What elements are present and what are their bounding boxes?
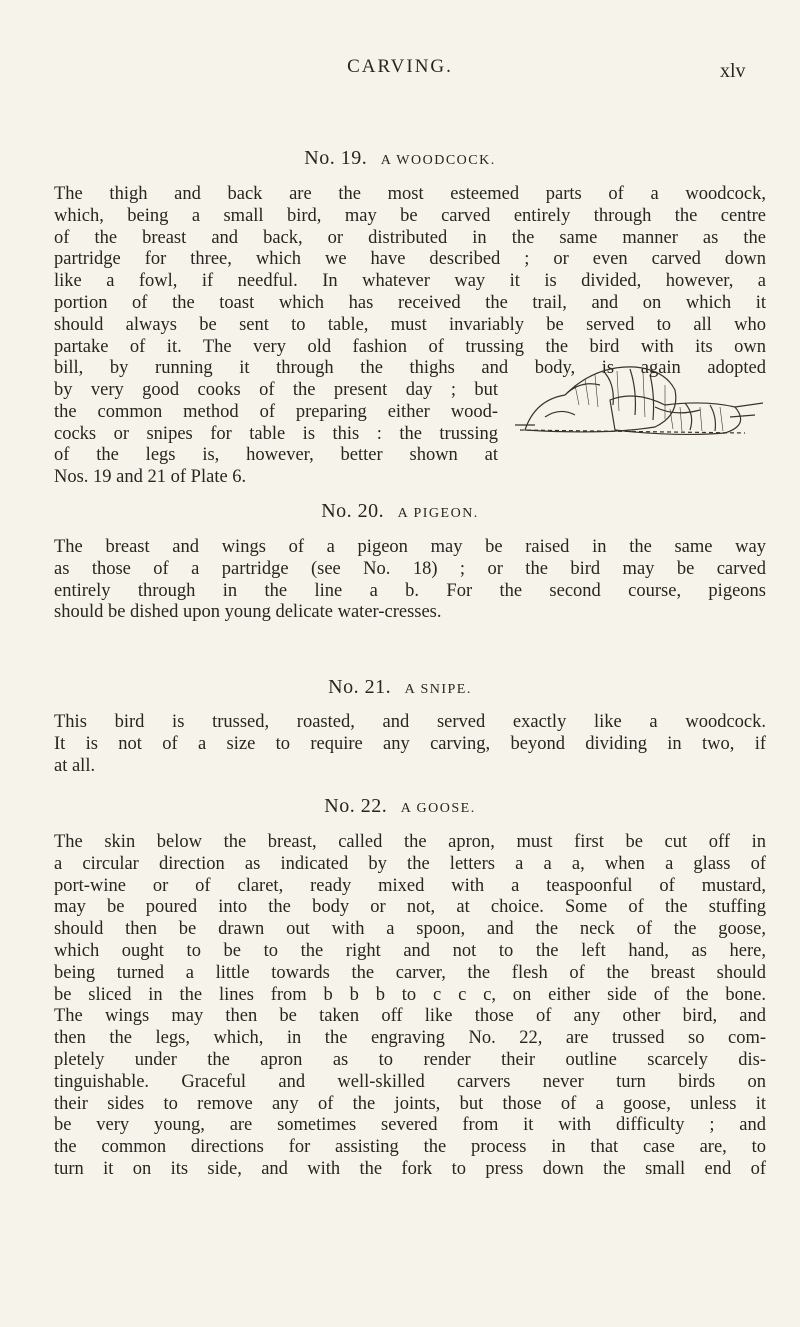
text-line: the common directions for assisting the process in that case are, to	[54, 1137, 766, 1158]
text-line: then the legs, which, in the engraving No. 22, are trussed so com-	[54, 1028, 766, 1049]
text-line: should always be sent to table, must invariably be served to all who	[54, 314, 766, 335]
text-line: be very young, are sometimes severed from it with difficulty ; and	[54, 1115, 766, 1136]
section-heading-snipe	[0, 676, 800, 699]
text-line: their sides to remove any of the joints, but those of a goose, unless it	[54, 1093, 766, 1114]
text-line: partake of it. The very old fashion of trussing the bird with its own	[54, 336, 766, 357]
text-line: It is not of a size to require any carving, beyond dividing in two, if	[54, 733, 766, 754]
section-title: A PIGEON.	[397, 506, 479, 521]
text-line: which, being a small bird, may be carved entirely through the centre	[54, 205, 766, 226]
text-line: The wings may then be taken off like those of any other bird, and	[54, 1006, 766, 1027]
text-line: the common method of preparing either wood-	[54, 401, 498, 422]
text-line: a circular direction as indicated by the letters a a a, when a glass of	[54, 853, 766, 874]
paragraph-pigeon	[54, 537, 766, 624]
text-line: entirely through in the line a b. For the second course, pigeons	[54, 580, 766, 601]
page-number: xlv	[720, 60, 746, 82]
text-line: at all.	[54, 755, 96, 776]
text-line: should then be drawn out with a spoon, and the neck of the goose,	[54, 919, 766, 940]
running-title: CARVING.	[347, 56, 453, 77]
text-line: partridge for three, which we have described ; or even carved down	[54, 249, 766, 270]
text-line: bill, by running it through the thighs and body, is again adopted	[54, 358, 766, 379]
text-line: port-wine or of claret, ready mixed with a teaspoonful of mustard,	[54, 875, 766, 896]
text-line: of the legs is, however, better shown at	[54, 445, 498, 466]
text-line: by very good cooks of the present day ; but	[54, 380, 498, 400]
text-line: should be dished upon young delicate water-cresses.	[54, 602, 442, 623]
text-line: like a fowl, if needful. In whatever way it is divided, however, a	[54, 271, 766, 292]
section-title: A WOODCOCK.	[380, 153, 496, 168]
text-line: portion of the toast which has received the trail, and on which it	[54, 292, 766, 313]
text-line: of the breast and back, or distributed in the same manner as the	[54, 227, 766, 248]
section-heading-goose	[0, 795, 800, 818]
text-line: be sliced in the lines from b b b to c c c, on either side of the bone.	[54, 984, 766, 1005]
text-line: tinguishable. Graceful and well-skilled carvers never turn birds on	[54, 1071, 766, 1092]
text-line: cocks or snipes for table is this : the trussing	[54, 423, 498, 444]
section-title: A GOOSE.	[400, 801, 476, 816]
text-line: Nos. 19 and 21 of Plate 6.	[54, 467, 247, 488]
section-heading-woodcock	[0, 147, 800, 170]
section-number: No. 20.	[321, 500, 385, 522]
section-number: No. 21.	[328, 676, 392, 698]
section-number: No. 22.	[324, 795, 388, 817]
text-line: as those of a partridge (see No. 18) ; or the bird may be carved	[54, 558, 766, 579]
paragraph-goose	[54, 832, 766, 1181]
text-line: pletely under the apron as to render their outline scarcely dis-	[54, 1049, 766, 1070]
section-title: A SNIPE.	[404, 682, 472, 697]
text-line: may be poured into the body or not, at choice. Some of the stuffing	[54, 897, 766, 918]
section-number: No. 19.	[304, 147, 368, 169]
text-line: which ought to be to the right and not to the left hand, as here,	[54, 940, 766, 961]
text-line: turn it on its side, and with the fork to press down the small end of	[54, 1158, 766, 1179]
text-line: being turned a little towards the carver, the flesh of the breast should	[54, 962, 766, 983]
text-line: The skin below the breast, called the apron, must first be cut off in	[54, 832, 766, 852]
section-heading-pigeon	[0, 500, 800, 523]
text-line: The breast and wings of a pigeon may be raised in the same way	[54, 537, 766, 557]
text-line: This bird is trussed, roasted, and served exactly like a woodcock.	[54, 712, 766, 732]
trussed-birds-engraving	[505, 345, 765, 440]
paragraph-snipe	[54, 712, 766, 777]
text-line: The thigh and back are the most esteemed parts of a woodcock,	[54, 184, 766, 204]
